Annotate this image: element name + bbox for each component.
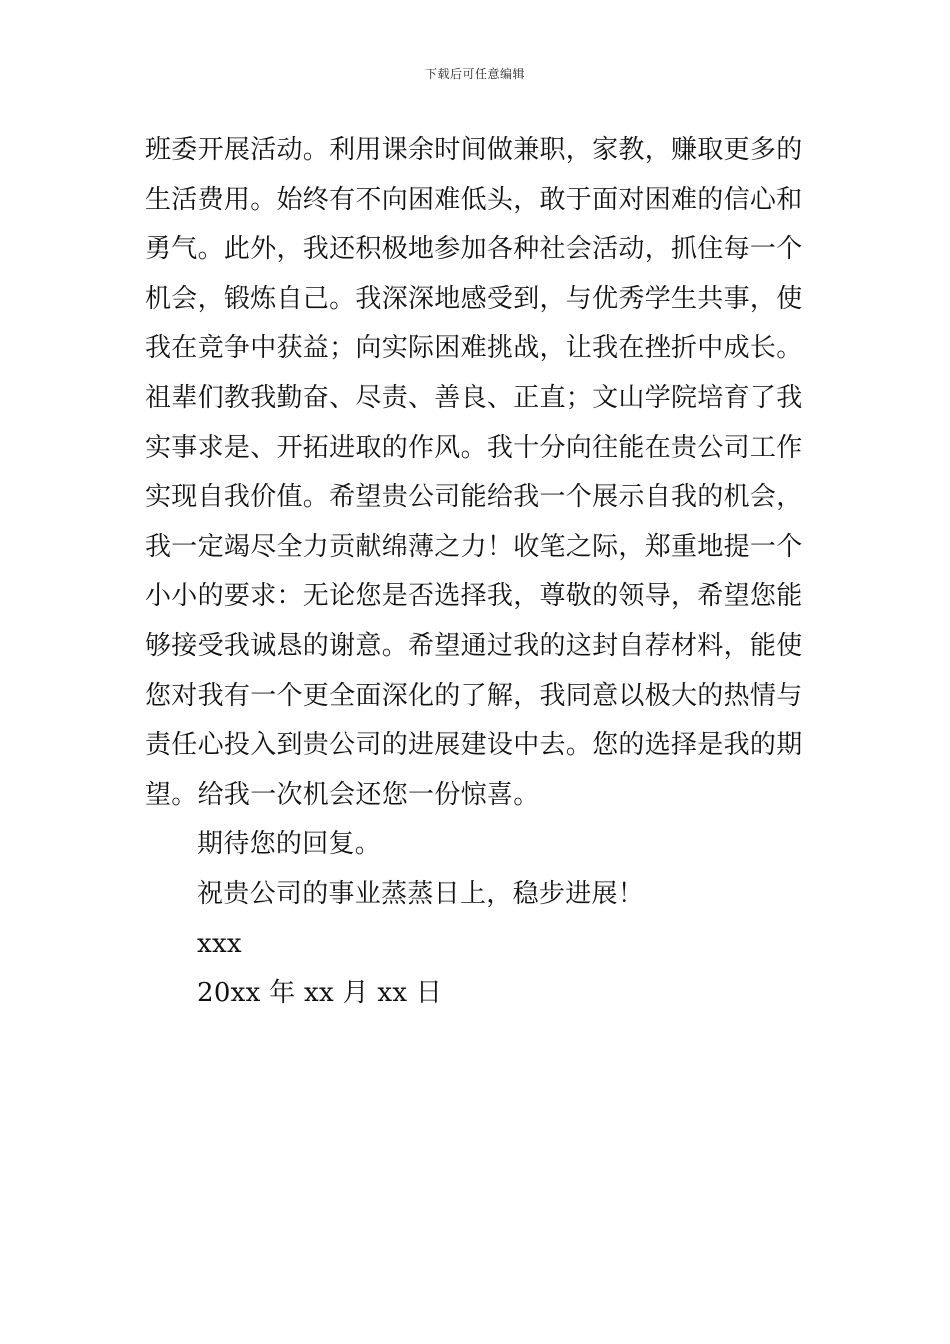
- date-line: 20xx 年 xx 月 xx 日: [197, 978, 443, 1009]
- header-note: 下载后可任意编辑: [424, 67, 525, 81]
- letter-body: [145, 126, 810, 1019]
- body-line: 我在竞争中获益；向实际困难挑战，让我在挫折中成长。: [145, 333, 803, 364]
- body-line: 小小的要求：无论您是否选择我，尊敬的领导，希望您能: [145, 581, 803, 612]
- body-line: 我一定竭尽全力贡献绵薄之力！收笔之际，郑重地提一个: [145, 531, 803, 562]
- body-line: 实现自我价值。希望贵公司能给我一个展示自我的机会，: [145, 482, 803, 513]
- body-line: 您对我有一个更全面深化的了解，我同意以极大的热情与: [145, 680, 803, 711]
- body-line: 机会，锻炼自己。我深深地感受到，与优秀学生共事，使: [145, 283, 803, 314]
- wish-line: 祝贵公司的事业蒸蒸日上，稳步进展！: [197, 878, 645, 909]
- body-line: 祖辈们教我勤奋、尽责、善良、正直；文山学院培育了我: [145, 382, 803, 413]
- body-line: 实事求是、开拓进取的作风。我十分向往能在贵公司工作: [145, 432, 803, 463]
- body-line: 望。给我一次机会还您一份惊喜。: [145, 779, 540, 810]
- body-line: 勇气。此外，我还积极地参加各种社会活动，抓住每一个: [145, 234, 803, 265]
- closing-line: 期待您的回复。: [197, 829, 382, 860]
- body-line: 生活费用。始终有不向困难低头，敢于面对困难的信心和: [145, 184, 803, 215]
- body-line: 班委开展活动。利用课余时间做兼职，家教，赚取更多的: [145, 135, 803, 165]
- body-line: 责任心投入到贵公司的进展建设中去。您的选择是我的期: [145, 730, 803, 761]
- signature: xxx: [197, 928, 242, 959]
- body-line: 够接受我诚恳的谢意。希望通过我的这封自荐材料，能使: [145, 630, 803, 661]
